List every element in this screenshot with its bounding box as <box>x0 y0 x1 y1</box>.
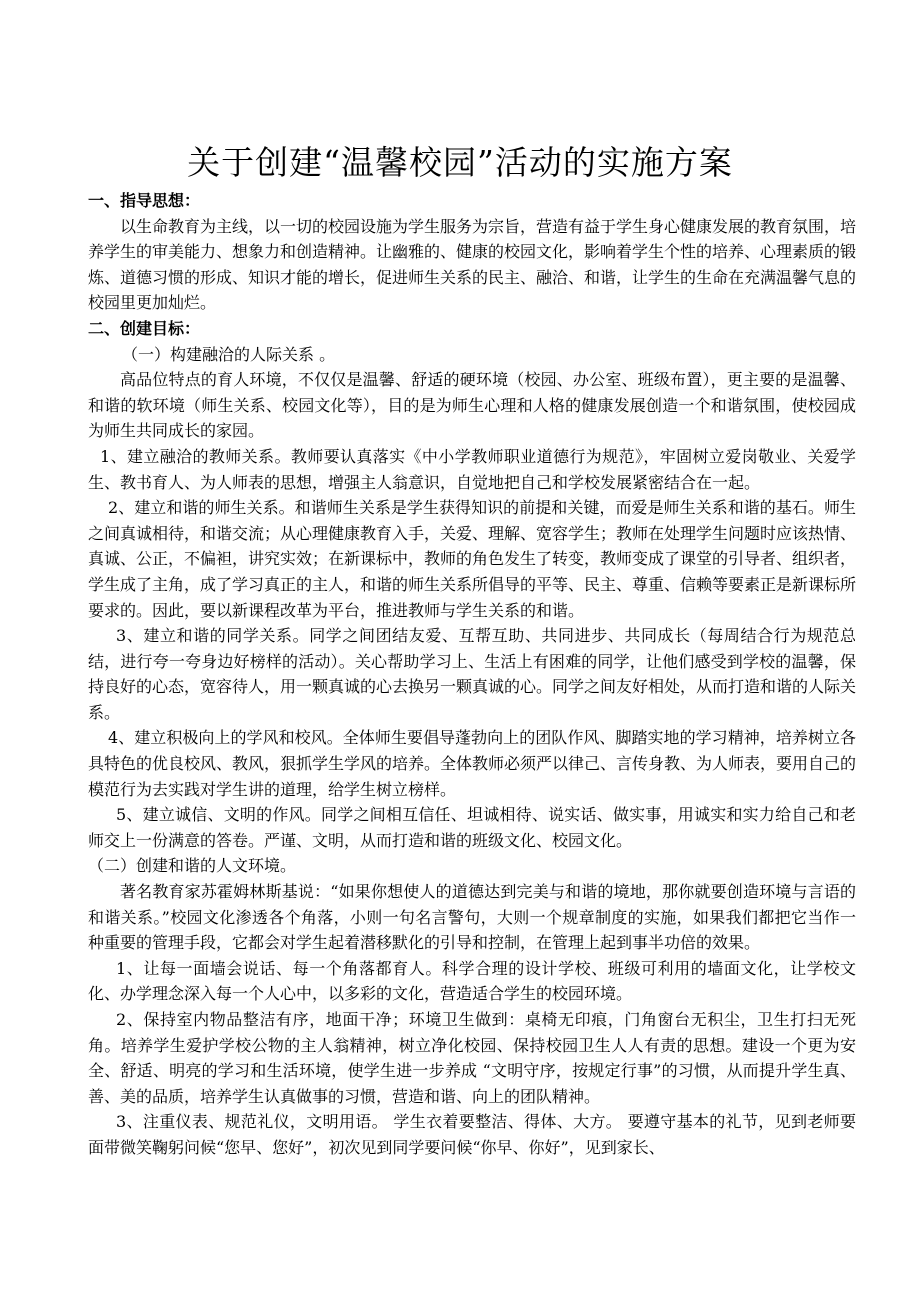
list-item-etiquette: 3、注重仪表、规范礼仪，文明用语。 学生衣着要整洁、得体、大方。 要遵守基本的礼节，见到老师要面带微笑鞠躬问候“您早、您好”，初次见到同学要问候“你早、你好”，见到家长、 <box>88 1112 856 1157</box>
section-heading-goals: 二、创建目标： <box>88 318 201 338</box>
subheading-cultural-environment: （二）创建和谐的人文环境。 <box>88 856 297 876</box>
list-item-school-spirit: 4、建立积极向上的学风和校风。全体师生要倡导蓬勃向上的团队作风、脚踏实地的学习精神，培养树立各具特色的优良校风、教风，狠抓学生学风的培养。全体教师必须严以律己、言传身教、为人师表，要用自己的模范行为去实践对学生讲的道理，给学生树立榜样。 <box>88 728 857 799</box>
list-item-teacher-student-relations: 2、建立和谐的师生关系。和谐师生关系是学生获得知识的前提和关键，而爱是师生关系和谐的基石。师生之间真诚相待，和谐交流；从心理健康教育入手，关爱、理解、宽容学生；教师在处理学生问题时应该热情、真诚、公正，不偏袒，讲究实效；在新课标中，教师的角色发生了转变，教师变成了课堂的引导者、组织者，学生成了主角，成了学习真正的主人，和谐的师生关系所倡导的平等、民主、尊重、信赖等要素正是新课标所要求的。因此，要以新课程改革为平台，推进教师与学生关系的和谐。 <box>88 498 857 620</box>
list-item-classmate-relations: 3、建立和谐的同学关系。同学之间团结友爱、互帮互助、共同进步、共同成长（每周结合行为规范总结，进行夸一夸身边好榜样的活动）。关心帮助学习上、生活上有困难的同学，让他们感受到学校的温馨，保持良好的心态，宽容待人，用一颗真诚的心去换另一颗真诚的心。同学之间友好相处，从而打造和谐的人际关系。 <box>88 626 857 722</box>
section-heading-guiding-thought: 一、指导思想： <box>88 191 201 210</box>
subheading-relationships: （一）构建融洽的人际关系 。 <box>122 344 336 364</box>
paragraph-environment: 高品位特点的育人环境，不仅仅是温馨、舒适的硬环境（校园、办公室、班级布置），更主要的是温馨、和谐的软环境（师生关系、校园文化等），目的是为师生心理和人格的健康发展创造一个和谐氛围，使校园成为师生共同成长的家园。 <box>88 370 856 441</box>
list-item-integrity: 5、建立诚信、文明的作风。同学之间相互信任、坦诚相待、说实话、做实事，用诚实和实力给自己和老师交上一份满意的答卷。严谨、文明，从而打造和谐的班级文化、校园文化。 <box>88 805 856 850</box>
document-title: 关于创建“温馨校园”活动的实施方案 <box>187 143 733 182</box>
list-item-cleanliness: 2、保持室内物品整洁有序，地面干净；环境卫生做到：桌椅无印痕，门角窗台无积尘，卫生打扫无死角。培养学生爱护学校公物的主人翁精神，树立净化校园、保持校园卫生人人有责的思想。建设一个更为安全、舒适、明亮的学习和生活环境，使学生进一步养成 “文明守序，按规定行事”的习惯，从而提升学生真、善、美的品质，培养学生认真做事的习惯，营造和谐、向上的团队精神。 <box>88 1010 856 1106</box>
paragraph-guiding-thought: 以生命教育为主线，以一切的校园设施为学生服务为宗旨，营造有益于学生身心健康发展的教育氛围，培养学生的审美能力、想象力和创造精神。让幽雅的、健康的校园文化，影响着学生个性的培养、心理素质的锻炼、道德习惯的形成、知识才能的增长，促进师生关系的民主、融洽、和谐，让学生的生命在充满温馨气息的校园里更加灿烂。 <box>88 216 857 313</box>
list-item-wall-culture: 1、让每一面墙会说话、每一个角落都育人。科学合理的设计学校、班级可利用的墙面文化，让学校文化、办学理念深入每一个人心中，以多彩的文化，营造适合学生的校园环境。 <box>88 958 856 1004</box>
list-item-teacher-relations: 1、建立融洽的教师关系。教师要认真落实《中小学教师职业道德行为规范》，牢固树立爱岗敬业、关爱学生、教书育人、为人师表的思想，增强主人翁意识，自觉地把自己和学校发展紧密结合在一起。 <box>88 446 856 492</box>
paragraph-sukhomlinsky-quote: 著名教育家苏霍姆林斯基说：“如果你想使人的道德达到完美与和谐的境地，那你就要创造环境与言语的和谐关系。”校园文化渗透各个角落，小则一句名言警句，大则一个规章制度的实施，如果我们都把它当作一种重要的管理手段，它都会对学生起着潜移默化的引导和控制，在管理上起到事半功倍的效果。 <box>88 882 856 953</box>
document-body <box>88 188 856 1161</box>
